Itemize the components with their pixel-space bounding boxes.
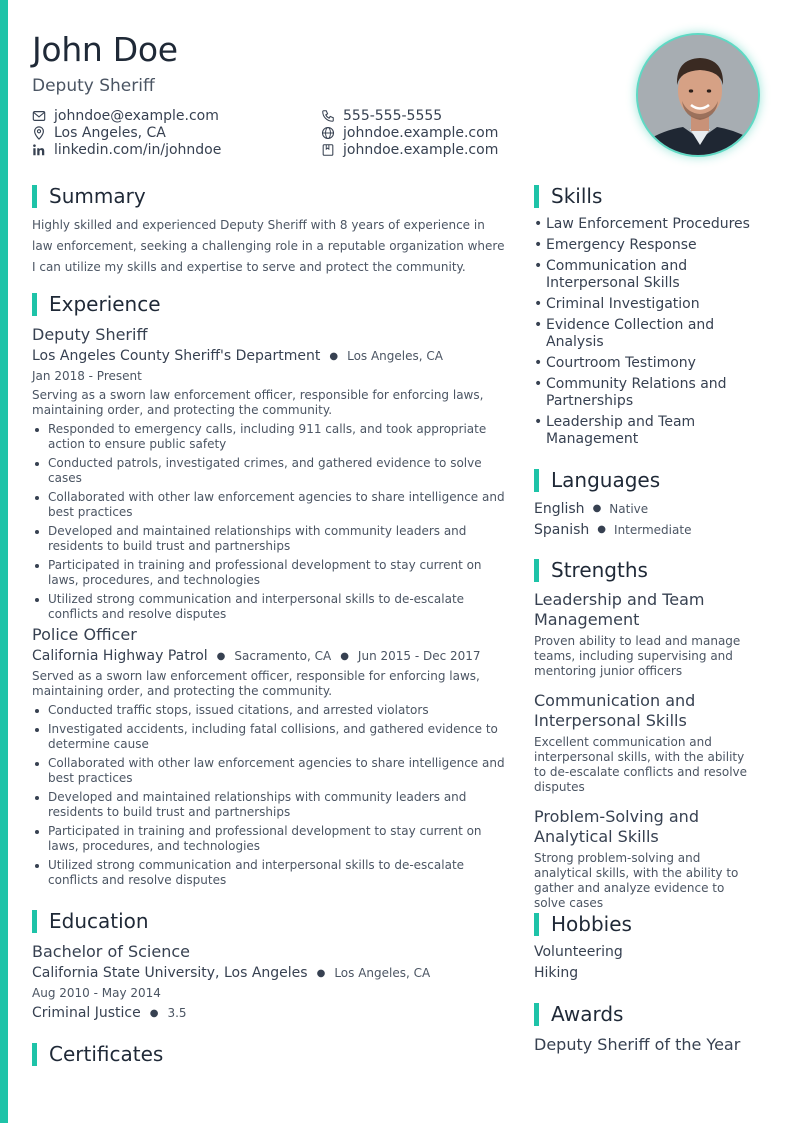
hobby-item: Hiking xyxy=(534,965,579,981)
job-location: Los Angeles, CA xyxy=(347,349,443,363)
language-level: Intermediate xyxy=(614,522,692,537)
education-school-line xyxy=(32,965,430,981)
heading-accent xyxy=(32,910,37,933)
list-item: Conducted traffic stops, issued citations, and arrested violators xyxy=(32,703,512,718)
contact-portfolio[interactable] xyxy=(321,142,498,158)
accent-bar xyxy=(0,0,8,1123)
heading-accent xyxy=(32,1043,37,1066)
language-level: Native xyxy=(609,501,649,516)
location-text: Los Angeles, CA xyxy=(54,125,166,141)
list-item: Participated in training and professional development to stay current on laws, procedures, and technologies xyxy=(32,824,512,854)
language-name: Spanish xyxy=(534,521,590,538)
avatar-portrait xyxy=(638,35,760,157)
experience-heading-text: Experience xyxy=(49,292,161,316)
list-item: Collaborated with other law enforcement agencies to share intelligence and best practices xyxy=(32,756,512,786)
heading-accent xyxy=(534,559,539,582)
list-item: • Law Enforcement Procedures xyxy=(534,216,759,233)
education-field: Criminal Justice xyxy=(32,1005,141,1021)
list-item: Conducted patrols, investigated crimes, and gathered evidence to solve cases xyxy=(32,456,512,486)
skills-heading-text: Skills xyxy=(551,184,603,208)
list-item: • Leadership and Team Management xyxy=(534,414,759,448)
job-description: Serving as a sworn law enforcement officer, responsible for enforcing laws, maintaining order, and protecting the community. xyxy=(32,388,484,417)
separator-dot: ● xyxy=(316,967,326,979)
skills-list xyxy=(534,216,759,452)
skills-heading xyxy=(534,184,602,208)
linkedin-icon xyxy=(32,143,46,157)
strength-desc: Proven ability to lead and manage teams, including supervising and mentoring junior officers xyxy=(534,634,741,678)
list-item: Utilized strong communication and interpersonal skills to de-escalate conflicts and resolve disputes xyxy=(32,592,512,622)
education-location: Los Angeles, CA xyxy=(334,966,431,980)
award-item: Deputy Sheriff of the Year xyxy=(534,1035,741,1054)
language-name: English xyxy=(534,500,585,517)
job-org-line xyxy=(32,648,481,664)
summary-heading xyxy=(32,184,146,208)
languages-heading-text: Languages xyxy=(551,468,661,492)
strength-title: Leadership and Team Management xyxy=(534,590,705,629)
education-gpa: 3.5 xyxy=(167,1006,187,1020)
linkedin-text: linkedin.com/in/johndoe xyxy=(54,142,222,158)
languages-heading xyxy=(534,468,660,492)
list-item: • Emergency Response xyxy=(534,237,759,254)
phone-text: 555-555-5555 xyxy=(343,108,443,124)
list-item: Investigated accidents, including fatal collisions, and gathered evidence to determine cause xyxy=(32,722,512,752)
separator-dot: ● xyxy=(329,350,339,362)
job-dates: Jan 2018 - Present xyxy=(32,369,142,383)
profile-photo xyxy=(636,33,760,157)
globe-icon xyxy=(321,126,335,140)
job-org-line xyxy=(32,348,443,364)
awards-heading-text: Awards xyxy=(551,1002,624,1026)
awards-heading xyxy=(534,1002,623,1026)
experience-heading xyxy=(32,292,161,316)
heading-accent xyxy=(534,913,539,936)
job-bullets xyxy=(32,422,512,626)
job-org: California Highway Patrol xyxy=(32,648,208,664)
list-item: • Community Relations and Partnerships xyxy=(534,376,759,410)
job-location: Sacramento, CA xyxy=(234,649,332,663)
job-bullets xyxy=(32,703,512,892)
contact-website[interactable] xyxy=(321,125,498,141)
candidate-name: John Doe xyxy=(32,30,178,69)
list-item: Responded to emergency calls, including 911 calls, and took appropriate action to ensure public safety xyxy=(32,422,512,452)
heading-accent xyxy=(534,185,539,208)
list-item: Developed and maintained relationships with community leaders and residents to build trust and partnerships xyxy=(32,790,512,820)
candidate-title: Deputy Sheriff xyxy=(32,76,155,96)
strengths-heading-text: Strengths xyxy=(551,558,648,582)
separator-dot: ● xyxy=(149,1007,159,1019)
list-item: • Evidence Collection and Analysis xyxy=(534,317,759,351)
strength-desc: Strong problem-solving and analytical skills, with the ability to gather and analyze evidence to solve cases xyxy=(534,851,739,910)
heading-accent xyxy=(32,293,37,316)
list-item: Participated in training and professional development to stay current on laws, procedures, and technologies xyxy=(32,558,512,588)
contact-phone[interactable] xyxy=(321,108,442,124)
heading-accent xyxy=(534,1003,539,1026)
strength-title: Problem-Solving and Analytical Skills xyxy=(534,807,699,846)
certificates-heading xyxy=(32,1042,163,1066)
separator-dot: ● xyxy=(592,503,602,514)
job-description: Served as a sworn law enforcement officer, responsible for enforcing laws, maintaining order, and protecting the community. xyxy=(32,669,480,698)
job-role: Police Officer xyxy=(32,625,137,644)
job-role: Deputy Sheriff xyxy=(32,325,148,344)
list-item: • Communication and Interpersonal Skills xyxy=(534,258,759,292)
list-item: Collaborated with other law enforcement agencies to share intelligence and best practices xyxy=(32,490,512,520)
portfolio-text: johndoe.example.com xyxy=(343,142,499,158)
website-text: johndoe.example.com xyxy=(343,125,499,141)
strengths-heading xyxy=(534,558,648,582)
job-dates: Jun 2015 - Dec 2017 xyxy=(357,649,481,663)
summary-heading-text: Summary xyxy=(49,184,146,208)
separator-dot: ● xyxy=(340,650,349,662)
location-pin-icon xyxy=(32,126,46,140)
languages-list xyxy=(534,498,691,540)
education-heading-text: Education xyxy=(49,909,149,933)
education-heading xyxy=(32,909,149,933)
hobbies-heading-text: Hobbies xyxy=(551,912,632,936)
heading-accent xyxy=(534,469,539,492)
contact-location xyxy=(32,125,166,141)
list-item: Developed and maintained relationships with community leaders and residents to build trust and partnerships xyxy=(32,524,512,554)
separator-dot: ● xyxy=(216,650,226,662)
hobby-item: Volunteering xyxy=(534,944,623,960)
email-text: johndoe@example.com xyxy=(54,108,219,124)
contact-linkedin[interactable] xyxy=(32,142,221,158)
email-icon xyxy=(32,109,46,123)
language-row xyxy=(534,519,691,540)
heading-accent xyxy=(32,185,37,208)
contact-email[interactable] xyxy=(32,108,219,124)
certificates-heading-text: Certificates xyxy=(49,1042,164,1066)
bookmark-icon xyxy=(321,143,335,157)
strength-title: Communication and Interpersonal Skills xyxy=(534,691,696,730)
list-item: • Courtroom Testimony xyxy=(534,355,759,372)
summary-text: Highly skilled and experienced Deputy Sheriff with 8 years of experience in law enforcement, seeking a challenging role in a reputable organization where I can utilize my skills and expertise to serve and protect the community. xyxy=(32,218,505,274)
phone-icon xyxy=(321,109,335,123)
education-field-line xyxy=(32,1005,187,1021)
hobbies-heading xyxy=(534,912,632,936)
strength-desc: Excellent communication and interpersonal skills, with the ability to de-escalate conflicts and resolve disputes xyxy=(534,735,748,794)
language-row xyxy=(534,498,691,519)
list-item: Utilized strong communication and interpersonal skills to de-escalate conflicts and resolve disputes xyxy=(32,858,512,888)
separator-dot: ● xyxy=(597,524,607,535)
job-org: Los Angeles County Sheriff's Department xyxy=(32,348,321,364)
education-dates: Aug 2010 - May 2014 xyxy=(32,986,161,1000)
education-degree: Bachelor of Science xyxy=(32,942,190,961)
list-item: • Criminal Investigation xyxy=(534,296,759,313)
education-school: California State University, Los Angeles xyxy=(32,965,308,981)
